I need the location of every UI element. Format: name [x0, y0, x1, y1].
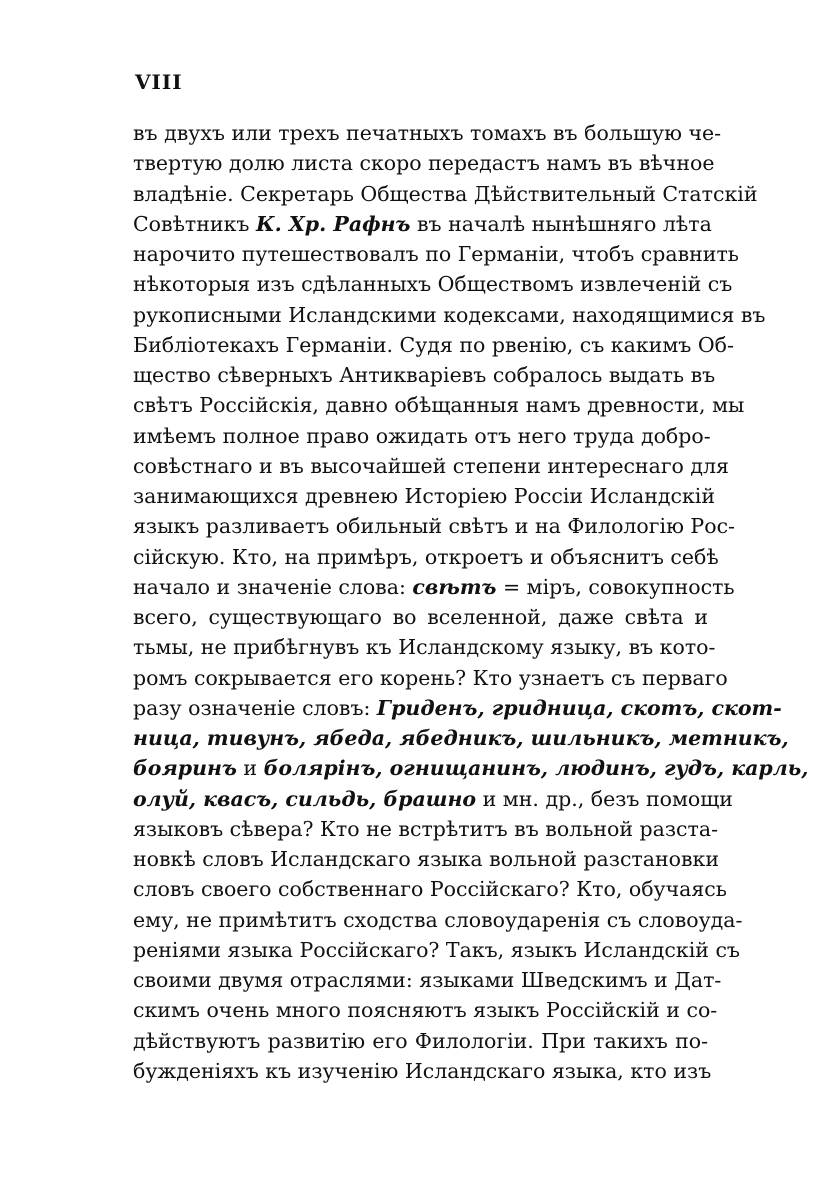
text-line: нарочито путешествовалъ по Германіи, чтобъ сравнить	[133, 242, 739, 266]
text-line	[133, 209, 712, 239]
text-line: имѣемъ полное право ожидать отъ него труда добро-	[133, 423, 711, 448]
text-line: новкѣ словъ Исландскаго языка вольной разстановки	[133, 847, 720, 871]
text-line-italic: ница, тивунъ, ябеда, ябедникъ, шильникъ, метникъ,	[133, 726, 789, 750]
author-name: К. Хр. Рафнъ	[255, 211, 411, 236]
page-number: VIII	[135, 70, 183, 94]
text-line: всего, существующаго во вселенной, даже свѣта и	[133, 605, 708, 629]
text-line	[133, 572, 735, 602]
text-segment: = міръ, совокупность	[496, 574, 735, 599]
text-line: бужденіяхъ къ изученію Исландскаго языка, кто изъ	[133, 1058, 712, 1083]
italic-words: олуй, квасъ, сильдь, брашно	[133, 786, 477, 811]
body-text	[133, 118, 809, 1086]
text-line	[133, 784, 733, 814]
text-line: рукописными Исландскими кодексами, находящимися въ	[133, 302, 766, 327]
italic-word: свѣтъ	[412, 574, 497, 599]
text-line	[133, 753, 809, 783]
text-line: занимающихся древнею Исторіею Россіи Исландскій	[133, 484, 715, 508]
italic-word: бояринъ	[133, 756, 237, 781]
text-segment: и	[236, 756, 264, 781]
text-line: Библіотекахъ Германіи. Судя по рвенію, съ какимъ Об-	[133, 332, 734, 357]
text-line: нѣкоторыя изъ сдѣланныхъ Обществомъ извлеченій съ	[133, 272, 733, 297]
text-line: въ двухъ или трехъ печатныхъ томахъ въ большую че-	[133, 121, 722, 145]
text-line: ему, не примѣтитъ сходства словоударенія съ словоуда-	[133, 907, 743, 932]
text-line: языковъ сѣвера? Кто не встрѣтитъ въ вольной разста-	[133, 816, 719, 841]
text-line	[133, 693, 782, 723]
text-line: совѣстнаго и въ высочайшей степени интереснаго для	[133, 453, 729, 478]
text-line: скимъ очень много поясняютъ языкъ Россійскій и со-	[133, 998, 718, 1023]
italic-words: Гриденъ, гридница, скотъ, скот-	[376, 695, 782, 720]
text-segment: разу означеніе словъ:	[133, 695, 377, 720]
text-line: словъ своего собственнаго Россійскаго? Кто, обучаясь	[133, 877, 727, 902]
text-line: сійскую. Кто, на примѣръ, откроетъ и объяснитъ себѣ	[133, 544, 719, 569]
text-line: дѣйствуютъ развитію его Филологіи. При такихъ по-	[133, 1028, 708, 1053]
italic-words: болярінъ, огнищанинъ, людинъ, гудъ, карль,	[263, 756, 809, 781]
text-segment: и мн. др., безъ помощи	[476, 786, 733, 811]
text-line: твертую долю листа скоро передастъ намъ въ вѣчное	[133, 151, 715, 176]
text-line: языкъ разливаетъ обильный свѣтъ и на Филологію Рос-	[133, 514, 735, 539]
text-line: реніями языка Россійскаго? Такъ, языкъ Исландскій съ	[133, 937, 740, 962]
text-segment: въ началѣ нынѣшняго лѣта	[410, 211, 712, 236]
text-line: щество сѣверныхъ Антикваріевъ собралось выдать въ	[133, 363, 716, 387]
text-line: своими двумя отраслями: языками Шведскимъ и Дат-	[133, 968, 722, 992]
text-line: владѣніе. Секретарь Общества Дѣйствительный Статскій	[133, 181, 758, 206]
text-line: тьмы, не прибѣгнувъ къ Исландскому языку, въ кото-	[133, 635, 716, 660]
text-segment: Совѣтникъ	[133, 211, 256, 236]
text-segment: начало и значеніе слова:	[133, 574, 413, 599]
text-line: ромъ сокрывается его корень? Кто узнаетъ съ перваго	[133, 665, 728, 690]
text-line: свѣтъ Россійскія, давно обѣщанныя намъ древности, мы	[133, 393, 745, 418]
